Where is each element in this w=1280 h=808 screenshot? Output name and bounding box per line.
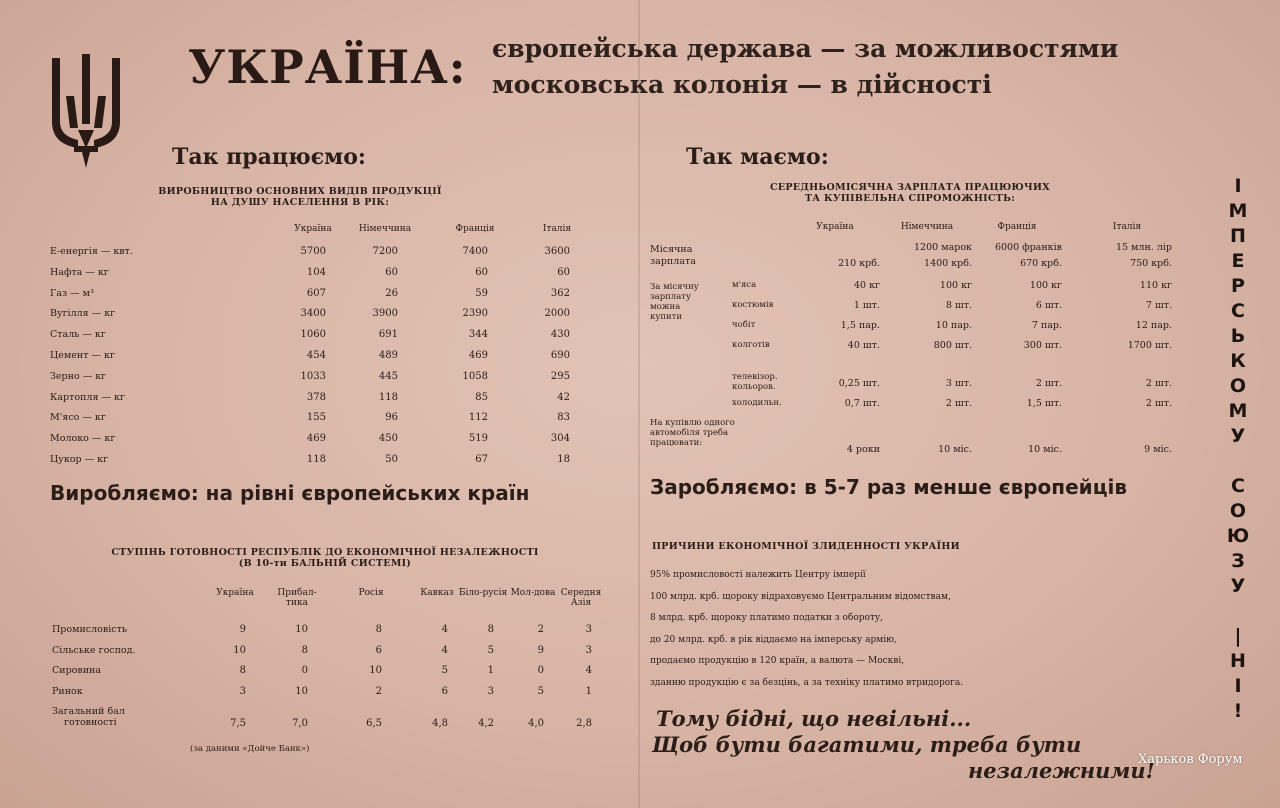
production-cell: 1033	[300, 370, 326, 382]
goods-cell: 2 шт.	[1145, 398, 1172, 409]
readiness-col-header: Прибал-тика	[277, 588, 317, 608]
monthly-krb-cell: 1400 крб.	[924, 258, 972, 269]
readiness-total-cell: 6,5	[366, 718, 382, 729]
readiness-total-cell: 7,5	[230, 718, 246, 729]
closing-line-3: незалежними!	[968, 758, 1155, 783]
goods-cell: 2 шт.	[1035, 378, 1062, 389]
readiness-cell: 9	[239, 624, 246, 635]
side-letter: Е	[1231, 250, 1245, 272]
production-row-label: Цукор — кг	[50, 454, 109, 465]
side-letter: Н	[1230, 650, 1246, 672]
readiness-cell: 5	[487, 644, 494, 656]
goods-cell: 8 шт.	[945, 300, 972, 311]
goods-row-label: колготів	[732, 340, 770, 350]
production-cell: 344	[468, 329, 488, 341]
side-letter: І	[1234, 675, 1242, 697]
production-cell: 112	[468, 412, 488, 424]
production-col-header: Італія	[542, 224, 572, 234]
readiness-cell: 10	[295, 624, 308, 635]
salary-col-header: Франція	[997, 222, 1037, 232]
readiness-cell: 5	[537, 685, 544, 697]
readiness-cell: 8	[239, 665, 246, 676]
readiness-cell: 10	[369, 665, 382, 676]
production-cell: 26	[385, 287, 398, 299]
side-letter: У	[1230, 425, 1246, 447]
readiness-cell: 3	[487, 685, 494, 697]
side-letter: Ь	[1230, 325, 1246, 347]
readiness-cell: 10	[295, 685, 308, 697]
car-label	[650, 418, 735, 448]
goods-cell: 2 шт.	[945, 398, 972, 409]
production-cell: 60	[385, 266, 398, 278]
vertical-side-text	[1220, 174, 1256, 724]
readiness-total-cell: 7,0	[292, 718, 308, 729]
production-cell: 155	[306, 412, 326, 424]
readiness-cell: 4	[585, 665, 592, 676]
production-col-header: Україна	[294, 224, 332, 234]
production-row-label: Цемент — кг	[50, 350, 115, 361]
readiness-total-label	[52, 706, 125, 728]
goods-row-label: холодильн.	[732, 398, 782, 408]
goods-cell: 1,5 шт.	[1026, 398, 1062, 409]
readiness-cell: 2	[537, 624, 544, 635]
title-subline-1: європейська держава — за можливостями	[492, 34, 1119, 63]
goods-row-label: телевізор. кольоров.	[732, 372, 778, 392]
readiness-row-label: Сільське господ.	[52, 644, 136, 656]
readiness-total-cell: 4,8	[432, 718, 448, 729]
car-label-2: автомобіля треба	[650, 428, 729, 438]
side-letter: |	[1234, 625, 1242, 647]
goods-cell: 110 кг	[1139, 280, 1172, 291]
production-cell: 3600	[544, 246, 570, 257]
readiness-cell: 1	[487, 665, 494, 676]
car-cell: 4 роки	[846, 444, 880, 455]
readiness-cell: 0	[301, 665, 308, 676]
production-row-label: Газ — м³	[50, 287, 94, 299]
production-cell: 690	[550, 350, 570, 361]
readiness-cell: 3	[585, 624, 592, 635]
left-heading: Так працюємо:	[172, 144, 367, 170]
salary-col-header: Україна	[816, 222, 854, 232]
side-letter: І	[1234, 175, 1242, 197]
readiness-cell: 4	[441, 644, 448, 656]
buy-label-4: купити	[650, 312, 683, 322]
production-caption-line2: НА ДУШУ НАСЕЛЕННЯ В РІК:	[210, 197, 390, 208]
goods-row-label: м'яса	[732, 280, 757, 290]
production-cell: 430	[550, 329, 570, 341]
side-letter: С	[1231, 475, 1245, 497]
production-row-label: Е-енергія — квт.	[50, 246, 133, 257]
goods-cell: 100 кг	[939, 280, 972, 291]
readiness-source: (за даними «Дойче Банк»)	[190, 744, 310, 754]
production-row-label: Нафта — кг	[50, 266, 109, 278]
monthly-native-cell: 15 млн. лір	[1115, 242, 1172, 253]
readiness-total-label-1: Загальний бал	[52, 706, 125, 717]
production-cell: 18	[557, 454, 570, 465]
production-col-header: Франція	[455, 224, 495, 234]
buy-label-3: можна	[650, 302, 681, 312]
production-row-label: Вугілля — кг	[50, 308, 116, 320]
readiness-cell: 8	[375, 624, 382, 635]
readiness-caption-line1: СТУПІНЬ ГОТОВНОСТІ РЕСПУБЛІК ДО ЕКОНОМІЧНОЇ НЕЗАЛЕЖНОСТІ	[111, 547, 539, 558]
side-letter: П	[1230, 225, 1246, 247]
readiness-cell: 6	[441, 685, 448, 697]
salary-caption	[700, 182, 1120, 204]
production-row-label: Сталь — кг	[50, 329, 106, 341]
production-caption	[100, 186, 500, 208]
production-col-header: Німеччина	[358, 224, 412, 234]
readiness-cell: 5	[441, 665, 448, 676]
salary-col-header: Італія	[1112, 222, 1142, 232]
goods-cell: 10 пар.	[935, 320, 972, 331]
readiness-cell: 3	[585, 644, 592, 656]
monthly-native-cell: 6000 франків	[994, 242, 1062, 253]
goods-cell: 800 шт.	[933, 340, 972, 351]
buy-label-2: зарплату	[650, 292, 691, 302]
goods-cell: 3 шт.	[945, 378, 972, 389]
side-letter: К	[1230, 350, 1246, 372]
production-cell: 1060	[300, 329, 326, 341]
car-cell: 10 міс.	[1028, 444, 1062, 455]
goods-cell: 40 шт.	[847, 340, 880, 351]
goods-cell: 2 шт.	[1145, 378, 1172, 389]
cause-line: до 20 млрд. крб. в рік віддаємо на імперську армію,	[650, 634, 897, 645]
goods-cell: 12 пар.	[1135, 320, 1172, 331]
production-cell: 489	[378, 350, 398, 361]
goods-cell: 1,5 пар.	[840, 320, 880, 331]
production-cell: 469	[468, 350, 488, 361]
production-cell: 454	[306, 350, 326, 361]
goods-cell: 40 кг	[853, 280, 880, 291]
readiness-cell: 0	[537, 665, 544, 676]
right-heading: Так маємо:	[686, 144, 829, 170]
production-cell: 378	[306, 391, 326, 403]
goods-row-label: костюмів	[732, 300, 774, 310]
left-slogan: Виробляємо: на рівні європейських країн	[50, 481, 530, 505]
goods-cell: 300 шт.	[1023, 340, 1062, 351]
production-cell: 60	[557, 266, 570, 278]
readiness-col-header: Біло-русія	[458, 588, 508, 598]
purchasing-label	[650, 282, 699, 322]
goods-cell: 0,7 шт.	[844, 398, 880, 409]
side-letter: Р	[1231, 275, 1245, 297]
side-letter: У	[1230, 575, 1246, 597]
production-cell: 691	[378, 329, 398, 341]
readiness-col-header: Кавказ	[420, 588, 454, 598]
car-cell: 10 міс.	[938, 444, 972, 455]
production-row-label: Зерно — кг	[50, 370, 107, 382]
production-cell: 3400	[300, 308, 326, 320]
production-cell: 96	[385, 412, 398, 424]
cause-line: продаємо продукцію в 120 країн, а валюта — Москві,	[650, 656, 905, 666]
goods-cell: 1700 шт.	[1127, 340, 1172, 351]
side-letter: О	[1229, 500, 1247, 522]
title-subline-2: московська колонія — в дійсності	[492, 70, 992, 99]
title-ukraine: УКРАЇНА:	[188, 40, 467, 94]
production-cell: 50	[385, 454, 398, 465]
car-cell: 9 міс.	[1144, 444, 1172, 455]
production-cell: 104	[306, 266, 326, 278]
production-row-label: М'ясо — кг	[50, 412, 106, 424]
production-cell: 118	[306, 454, 326, 465]
side-letter: С	[1231, 300, 1245, 322]
goods-cell: 1 шт.	[853, 300, 880, 311]
production-cell: 118	[378, 391, 398, 403]
side-letter: !	[1233, 700, 1243, 722]
side-letter: М	[1228, 400, 1248, 422]
monthly-salary-label	[650, 244, 696, 268]
monthly-krb-cell: 750 крб.	[1130, 258, 1172, 269]
salary-caption-line2: ТА КУПІВЕЛЬНА СПРОМОЖНІСТЬ:	[804, 193, 1016, 204]
readiness-cell: 9	[537, 644, 544, 656]
readiness-cell: 10	[233, 644, 246, 656]
fold-line	[638, 0, 640, 808]
readiness-total-label-2: готовності	[64, 717, 117, 728]
cause-line: зданню продукцію є за безцінь, а за техніку платимо втридорога.	[650, 677, 964, 688]
production-cell: 7400	[462, 246, 488, 257]
goods-cell: 100 кг	[1029, 280, 1062, 291]
cause-line: 8 млрд. крб. щороку платимо податки з обороту,	[650, 613, 884, 623]
readiness-row-label: Промисловість	[52, 624, 128, 635]
readiness-cell: 3	[239, 685, 246, 697]
readiness-cell: 8	[301, 644, 308, 656]
goods-cell: 7 пар.	[1031, 320, 1062, 331]
readiness-col-header: Україна	[216, 588, 254, 598]
readiness-cell: 4	[441, 624, 448, 635]
production-cell: 2390	[462, 308, 488, 320]
readiness-cell: 8	[487, 624, 494, 635]
side-letter: О	[1229, 375, 1247, 397]
car-label-1: На купівлю одного	[650, 418, 735, 428]
production-row-label: Молоко — кг	[50, 433, 116, 445]
monthly-label-2: зарплата	[650, 256, 696, 267]
closing-line-1: Тому бідні, що невільні...	[656, 706, 972, 731]
watermark: Харьков Форум	[1138, 752, 1243, 767]
right-slogan: Заробляємо: в 5-7 раз менше європейців	[650, 475, 1128, 499]
causes-caption: ПРИЧИНИ ЕКОНОМІЧНОЇ ЗЛИДЕННОСТІ УКРАЇНИ	[652, 541, 960, 552]
production-cell: 5700	[300, 246, 326, 257]
cause-line: 100 млрд. крб. щороку відраховуємо Центральним відомствам,	[650, 591, 951, 602]
salary-col-header: Німеччина	[900, 222, 954, 232]
production-cell: 450	[378, 433, 398, 445]
production-cell: 42	[557, 391, 570, 403]
production-cell: 67	[475, 454, 488, 465]
goods-cell: 6 шт.	[1035, 300, 1062, 311]
production-cell: 59	[475, 287, 488, 299]
production-caption-line1: ВИРОБНИЦТВО ОСНОВНИХ ВИДІВ ПРОДУКЦІЇ	[158, 186, 442, 197]
readiness-cell: 2	[375, 685, 382, 697]
side-letter	[1220, 599, 1256, 624]
production-cell: 3900	[372, 308, 398, 320]
production-cell: 295	[550, 370, 570, 382]
goods-cell: 7 шт.	[1145, 300, 1172, 311]
readiness-row-label: Сировина	[52, 665, 102, 676]
readiness-col-header: Мол-дова	[510, 588, 556, 598]
production-row-label: Картопля — кг	[50, 391, 125, 403]
production-cell: 519	[468, 433, 488, 445]
production-cell: 445	[378, 370, 398, 382]
trident-emblem-icon	[48, 52, 124, 170]
goods-row-label: чобіт	[732, 320, 756, 330]
salary-caption-line1: СЕРЕДНЬОМІСЯЧНА ЗАРПЛАТА ПРАЦЮЮЧИХ	[770, 182, 1050, 193]
production-cell: 469	[306, 433, 326, 445]
readiness-total-cell: 4,0	[528, 718, 544, 729]
readiness-cell: 6	[375, 644, 382, 656]
production-cell: 60	[475, 266, 488, 278]
readiness-row-label: Ринок	[52, 685, 83, 697]
production-cell: 2000	[544, 308, 570, 320]
production-cell: 7200	[372, 246, 398, 257]
goods-cell: 0,25 шт.	[838, 378, 880, 389]
production-cell: 85	[475, 391, 488, 403]
side-letter: Ю	[1226, 525, 1250, 547]
monthly-krb-cell: 210 крб.	[838, 258, 880, 269]
side-letter	[1220, 449, 1256, 474]
cause-line: 95% промисловості належить Центру імперії	[650, 570, 866, 580]
production-cell: 1058	[462, 370, 488, 382]
readiness-col-header: Середня Азія	[560, 588, 602, 608]
closing-line-2: Щоб бути багатими, треба бути	[652, 732, 1082, 757]
monthly-label-1: Місячна	[650, 244, 693, 255]
production-cell: 83	[557, 412, 570, 424]
readiness-col-header: Росія	[358, 588, 384, 598]
side-letter: М	[1228, 200, 1248, 222]
readiness-total-cell: 4,2	[478, 718, 494, 729]
monthly-krb-cell: 670 крб.	[1020, 258, 1062, 269]
buy-label-1: За місячну	[650, 282, 699, 292]
production-cell: 362	[550, 287, 570, 299]
production-cell: 304	[550, 433, 570, 445]
readiness-cell: 1	[585, 685, 592, 697]
readiness-total-cell: 2,8	[576, 718, 592, 729]
side-letter: З	[1231, 550, 1245, 572]
readiness-caption	[40, 547, 610, 569]
monthly-native-cell: 1200 марок	[914, 242, 972, 253]
car-label-3: працювати:	[650, 438, 703, 448]
readiness-caption-line2: (В 10-ти БАЛЬНІЙ СИСТЕМІ)	[238, 558, 412, 569]
production-cell: 607	[306, 287, 326, 299]
